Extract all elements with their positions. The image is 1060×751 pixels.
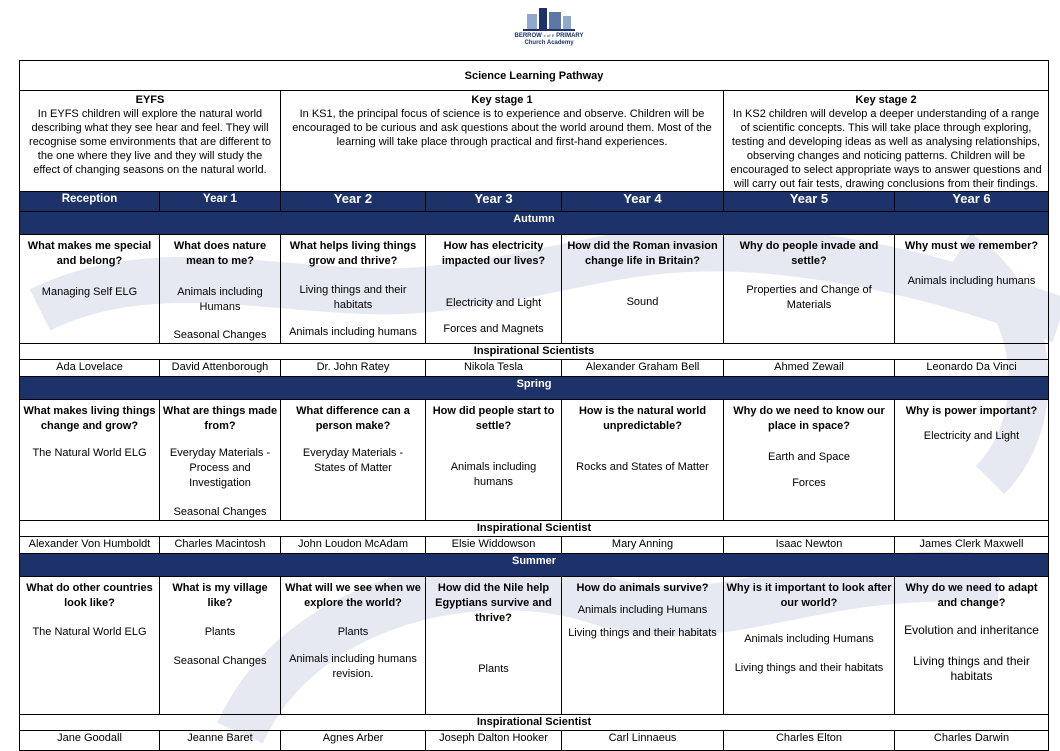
eyfs-intro	[20, 91, 281, 192]
enquiry-question: Why do people invade and settle?	[739, 240, 879, 267]
inspirational-scientists-label: Inspirational Scientists	[20, 344, 1049, 360]
topic-cell	[895, 577, 1049, 715]
eyfs-text: In EYFS children will explore the natural world describing what they see hear and feel. They will recognise some environments that are different to the one where they live and they will study the effect of changing seasons on the natural world.	[29, 108, 271, 176]
school-building-icon	[521, 6, 577, 32]
enquiry-question: What is my village like?	[172, 582, 268, 609]
enquiry-question: How has electricity impacted our lives?	[441, 240, 546, 267]
ks1-intro	[281, 91, 724, 192]
topic-cell	[562, 400, 724, 521]
ks2-text: In KS2 children will develop a deeper understanding of a range of scientific concepts. This will take place through exploring, testing and developing ideas as well as analysing relationships, observing changes and noticing patterns. Children will be encouraged to select appropriate ways to answer questions and will carry out fair tests, drawing conclusions from their findings.	[730, 108, 1042, 190]
inspirational-scientist-label: Inspirational Scientist	[20, 521, 1049, 537]
topic: Animals including Humans	[577, 604, 708, 616]
enquiry-question: Why is power important?	[905, 405, 1038, 417]
year-header: Year 6	[895, 192, 1049, 212]
topic-cell	[426, 235, 562, 344]
enquiry-question: How did people start to settle?	[432, 405, 555, 432]
topic: Everyday Materials - Process and Investigation	[169, 447, 271, 489]
topic: Seasonal Changes	[173, 329, 267, 341]
topic: Living things and their habitats	[299, 284, 407, 311]
year-header: Year 4	[562, 192, 724, 212]
topic: Properties and Change of Materials	[746, 284, 872, 311]
scientists-row	[20, 731, 1049, 751]
enquiry-question: Why is it important to look after our world?	[726, 582, 892, 609]
topic-cell	[895, 235, 1049, 344]
school-logo	[504, 6, 594, 56]
topic: Animals including humans	[450, 461, 537, 488]
scientist-name: James Clerk Maxwell	[895, 537, 1049, 554]
topic-cell	[426, 577, 562, 715]
topic: Animals including humans revision.	[289, 653, 417, 680]
season-autumn-heading: Autumn	[20, 212, 1049, 235]
ks2-intro	[724, 91, 1049, 192]
scientist-name: Jeanne Baret	[160, 731, 281, 751]
enquiry-question: Why must we remember?	[904, 240, 1039, 252]
topic-cell	[281, 400, 426, 521]
year-header: Year 1	[160, 192, 281, 212]
season-spring-heading: Spring	[20, 377, 1049, 400]
scientist-name: Agnes Arber	[281, 731, 426, 751]
enquiry-question: What does nature mean to me?	[173, 240, 267, 267]
topic: Electricity and Light	[445, 297, 542, 309]
topic: Living things and their habitats	[734, 662, 884, 674]
scientist-name: Mary Anning	[562, 537, 724, 554]
topic: Living things and their habitats	[568, 627, 717, 639]
scientist-name: Isaac Newton	[724, 537, 895, 554]
enquiry-question: How did the Nile help Egyptians survive and thrive?	[435, 582, 552, 624]
topic: Plants	[204, 626, 236, 638]
scientist-name: Carl Linnaeus	[562, 731, 724, 751]
scientist-name: Nikola Tesla	[426, 360, 562, 377]
topic-cell	[895, 400, 1049, 521]
topic: Animals including Humans	[744, 633, 874, 645]
scientist-name: Ada Lovelace	[20, 360, 160, 377]
topic: Living things and their habitats	[913, 654, 1030, 683]
summer-row	[20, 577, 1049, 715]
scientist-name: John Loudon McAdam	[281, 537, 426, 554]
scientist-name: Alexander Von Humboldt	[20, 537, 160, 554]
ks1-heading: Key stage 1	[471, 94, 533, 106]
science-pathway-table	[19, 60, 1049, 751]
scientist-name: Jane Goodall	[20, 731, 160, 751]
season-summer-heading: Summer	[20, 554, 1049, 577]
enquiry-question: How did the Roman invasion change life in Britain?	[567, 240, 718, 267]
topic: Seasonal Changes	[173, 655, 267, 667]
topic: Seasonal Changes	[173, 506, 267, 518]
topic: Sound	[626, 296, 659, 308]
scientist-name: David Attenborough	[160, 360, 281, 377]
inspirational-scientist-label: Inspirational Scientist	[20, 715, 1049, 731]
autumn-row	[20, 235, 1049, 344]
topic-cell	[20, 400, 160, 521]
topic: The Natural World ELG	[32, 447, 147, 459]
topic-cell	[160, 400, 281, 521]
page-title: Science Learning Pathway	[20, 61, 1049, 91]
year-header: Year 2	[281, 192, 426, 212]
topic: The Natural World ELG	[32, 626, 147, 638]
topic: Everyday Materials - States of Matter	[302, 447, 404, 474]
topic: Evolution and inheritance	[904, 623, 1039, 637]
topic: Animals including humans	[907, 275, 1036, 287]
ks2-heading: Key stage 2	[855, 94, 917, 106]
scientist-name: Charles Darwin	[895, 731, 1049, 751]
topic: Forces	[792, 477, 826, 489]
year-header: Reception	[20, 192, 160, 212]
scientists-row	[20, 360, 1049, 377]
topic-cell	[281, 577, 426, 715]
year-header: Year 5	[724, 192, 895, 212]
topic-cell	[724, 577, 895, 715]
topic-cell	[20, 577, 160, 715]
topic-cell	[20, 235, 160, 344]
year-header: Year 3	[426, 192, 562, 212]
scientist-name: Ahmed Zewail	[724, 360, 895, 377]
topic: Electricity and Light	[923, 430, 1020, 442]
enquiry-question: What difference can a person make?	[296, 405, 410, 432]
topic-cell	[160, 577, 281, 715]
scientist-name: Charles Elton	[724, 731, 895, 751]
scientist-name: Elsie Widdowson	[426, 537, 562, 554]
spring-row	[20, 400, 1049, 521]
scientist-name: Leonardo Da Vinci	[895, 360, 1049, 377]
topic-cell	[724, 400, 895, 521]
topic: Forces and Magnets	[443, 323, 544, 335]
topic-cell	[426, 400, 562, 521]
enquiry-question: What are things made from?	[162, 405, 278, 432]
ks1-text: In KS1, the principal focus of science is to experience and observe. Children will be encouraged to be curious and ask questions about the world around them. Most of the learning will take place through practical and first-hand experiences.	[292, 108, 712, 148]
enquiry-question: What makes living things change and grow?	[23, 405, 156, 432]
scientist-name: Alexander Graham Bell	[562, 360, 724, 377]
enquiry-question: How is the natural world unpredictable?	[578, 405, 707, 432]
topic: Plants	[478, 663, 509, 675]
topic-cell	[724, 235, 895, 344]
topic-cell	[562, 235, 724, 344]
enquiry-question: How do animals survive?	[576, 582, 709, 594]
topic-cell	[281, 235, 426, 344]
topic: Animals including Humans	[177, 286, 263, 313]
scientist-name: Charles Macintosh	[160, 537, 281, 554]
scientist-name: Joseph Dalton Hooker	[426, 731, 562, 751]
enquiry-question: Why do we need to know our place in space?	[733, 405, 885, 432]
topic-cell	[562, 577, 724, 715]
enquiry-question: What makes me special and belong?	[27, 240, 152, 267]
enquiry-question: What helps living things grow and thrive?	[289, 240, 417, 267]
logo-name: BERROW c of E PRIMARY	[514, 33, 584, 39]
topic: Earth and Space	[768, 451, 850, 463]
topic: Rocks and States of Matter	[576, 461, 709, 473]
topic: Managing Self ELG	[41, 286, 138, 298]
topic: Animals including humans	[289, 326, 417, 338]
scientists-row	[20, 537, 1049, 554]
enquiry-question: What do other countries look like?	[26, 582, 153, 609]
year-header-row	[20, 192, 1049, 212]
eyfs-heading: EYFS	[135, 94, 165, 106]
logo-subtitle: Church Academy	[524, 40, 574, 46]
topic: Plants	[337, 626, 369, 638]
scientist-name: Dr. John Ratey	[281, 360, 426, 377]
enquiry-question: What will we see when we explore the world?	[285, 582, 421, 609]
enquiry-question: Why do we need to adapt and change?	[905, 582, 1038, 609]
topic-cell	[160, 235, 281, 344]
